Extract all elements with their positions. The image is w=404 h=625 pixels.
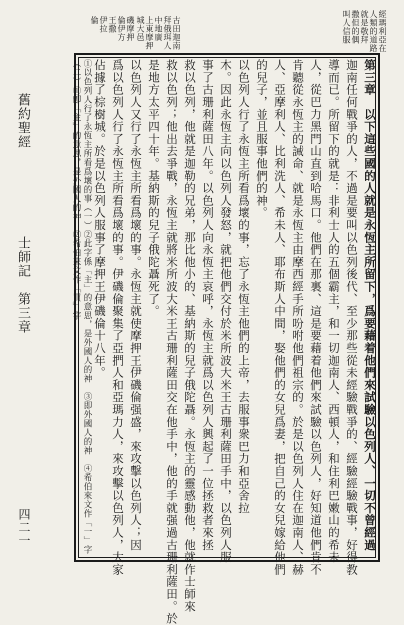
annotation-right-1: 經瑪利亞在 [378,10,387,53]
body-line-12: 救以色列；他出去爭戰，永恆主就將米所波大米王古珊利薩田交在他手中，他的手就强過古珊利薩田。於 [165,59,179,625]
body-line-13: 是地方太平四十年。基納斯的兒子俄陀聶死了。 [147,59,161,318]
body-line-7: 的兒子，並且服事他們的神。 [255,59,269,219]
body-line-3: 導而已。所留下的就是：非利士人的五個霸主，和一切迦南人、西頓人，和住利巴嫩山的希未 [327,59,341,564]
annotation-left-3: 王撒 [108,16,117,33]
annotation-right-3: 就是敬拜 [360,10,369,44]
annotation-right-4: 撒但的偶 [351,10,360,44]
annotation-mid-1: 古田迦南 [172,16,181,50]
annotation-left-4: 伊拉 [99,16,108,33]
footnote-2: （二）①卽「主」的意思，是外國人的神 ②希伯來文作「買」字 [71,59,81,320]
body-line-6: 人、亞摩利人、比利洗人、希未人、耶布斯人中間，娶他們的女兒爲妻，把自己的女兒嫁給他們 [273,59,287,576]
annotation-left-2: 倫伊方 [117,16,126,42]
annotation-mid-3: 中地廣 [154,16,163,42]
page-number: 四二一 [17,508,31,547]
body-line-14: 以色列人又行了永恆主所看爲壞的事。永恆主就使摩押王伊磯倫强盛，來攻擊以色列人；因 [129,59,143,551]
body-line-11: 救以色列，他就是迦勒的兄弟，那比他小的、基納斯的兒子俄陀聶。永恆主的靈感動他，他就作士師來 [183,59,197,613]
book-title: 舊約聖經 [15,93,30,149]
body-line-16: 佔據了棕樹城。於是以色列人服事了摩押王伊磯倫十八年。 [93,59,107,379]
annotation-left-5: 倫 [90,16,99,25]
body-line-8: 以色列人行了永恆主所看爲壞的事，忘了永恆主他們的上帝，去服事衆巴力和亞舍拉 [237,59,251,515]
footnote-1: ①以色列人行了永恆主所看爲壞的事（一）②此字係「主」的意思，是外國人的神 ③即外國人的神 ④希伯來文作「一」字 [82,59,92,554]
body-line-10: 事了古珊利薩田八年。以色列人向永恆主哀呼，永恆主就爲以色列人興起了一位拯救者來拯 [201,59,215,551]
annotation-right-2: 人類的道路 [369,10,378,53]
annotation-left-1: 磯摩押 [126,16,135,42]
body-line-5: 肯聽從永恆主的誡命、就是永恆主由摩西經手所吩咐他們祖宗的。於是以色列人住在迦南人、赫 [291,59,305,576]
annotation-mid-5: 城大邑 [136,16,145,42]
annotation-mid-4: 上東摩押 [145,16,154,50]
annotation-mid-2: 拜俄珥人 [163,16,172,50]
body-line-2: 迦南任何戰爭的人，不過是要叫以色列後代、至少那些從未經驗戰爭的、經驗經驗戰事，好得教 [345,59,359,576]
body-line-15: 爲以色列人行了永恆主所看爲壞的事。伊磯倫聚集了亞捫人和亞瑪力人，來攻擊以色列人，大家 [111,59,125,576]
chapter-label: 士師記 第三章 [15,236,30,334]
body-line-4: 人，從巴力黑門山直到哈馬口。他們在那裏、這是要藉着他們來試驗以色列人，好知道他們肯不 [309,59,323,576]
body-line-1: 第三章 以下這些國的人就是永恆主所留下，爲要藉着他們來試驗以色列人、一切不曾經過 [363,59,377,551]
body-line-9: 木。因此永恆主向以色列人發怒，就把他們交付於米所波大米王古珊利薩田手中，以色列人服 [219,59,233,564]
annotation-right-5: 叫人信服 [342,10,351,44]
